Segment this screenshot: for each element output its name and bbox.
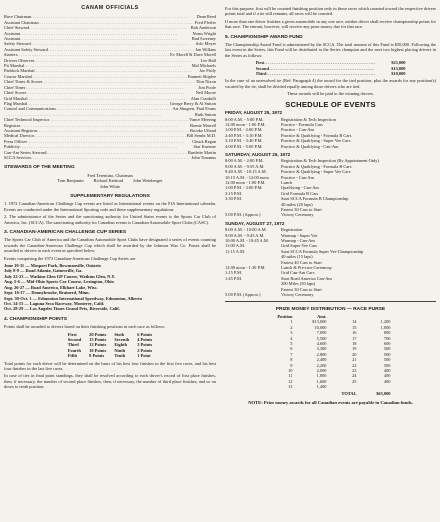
prize-cell: 1,400 [316, 384, 327, 390]
award-table [256, 60, 406, 76]
leader-dots [266, 71, 374, 76]
prize-cell: 17 [352, 335, 357, 341]
prize-cell: 6 [290, 346, 293, 352]
official-role: Chief Scorer [4, 90, 27, 96]
schedule-event: Practice - Formula Cars [281, 121, 323, 127]
prize-cell: 2,000 [316, 367, 327, 373]
points-cell: 20 Points [89, 331, 107, 337]
series-title: 3. CANADIAN-AMERICAN CHALLENGE CUP SERIES [4, 230, 127, 236]
series-event: Aug. 26-27 — Road America, Elkhart Lake, Wisc. [4, 284, 98, 290]
prize-cell: 500 [383, 357, 391, 363]
official-name: Dean Reed [196, 14, 216, 20]
official-name: Alan Ciardulli [190, 95, 216, 101]
series-events-list [4, 263, 216, 312]
prize-cell: 500 [383, 346, 391, 352]
points-cell: Fourth [67, 347, 81, 353]
official-name: Bernie Marrell [190, 122, 216, 128]
schedule-event: Grid Super Vee Cars [281, 243, 318, 249]
schedule-time: 8:00 A.M. - 10:00 A.M. [225, 227, 267, 233]
schedule-time: 3:30 P.M. [225, 196, 242, 202]
prize-total-value: $65,000 [376, 390, 391, 396]
official-name: Neil Moore [195, 90, 216, 96]
schedule-event: 200 Miles (50 laps) [281, 281, 316, 287]
prize-header: Position [277, 313, 293, 319]
official-name: John Timanus [191, 154, 216, 160]
award-place: Second [255, 65, 269, 71]
schedule-event: Grid Formula B Cars [281, 190, 319, 196]
points-paragraph: Total points for each driver will be determined on the basis of his best four finishes in the first five races, and his best four finishes in the last five races. [4, 360, 216, 371]
schedule-time: 8:00 A.M. - 5:00 P.M. [225, 116, 264, 122]
official-role: Pit Marshal [4, 63, 25, 69]
schedule-event: Lunch & Pre-race Ceremony [281, 265, 332, 271]
prize-cell: 7 [290, 351, 293, 357]
schedule-title: SCHEDULE OF EVENTS [285, 99, 376, 109]
official-role: Course Marshal [4, 73, 32, 79]
divider [225, 301, 436, 302]
prize-cell: 10,000 [314, 324, 327, 330]
prize-header: Amt. [317, 313, 327, 319]
prize-cell: 15 [352, 324, 357, 330]
official-name: Burdette Martin [187, 149, 216, 155]
points-cell: First [67, 331, 77, 337]
official-name: Mal Michaels [191, 63, 216, 69]
schedule-day: SATURDAY, AUGUST 26, 1972 [225, 151, 291, 157]
prize-cell: 500 [383, 362, 391, 368]
official-role: Medical Director [4, 133, 35, 139]
prize-cell: 21 [352, 357, 357, 363]
award-row [256, 71, 406, 76]
prize-cell [361, 384, 391, 389]
official-name: Bill Sembt M.D. [186, 133, 216, 139]
schedule-event: 40 miles (20 laps) [281, 201, 313, 207]
prize-cell: 2,200 [316, 362, 327, 368]
prize-cell: 3 [290, 330, 293, 336]
prize-cell: $13,000 [312, 319, 327, 325]
stewards-title: STEWARDS OF THE MEETING [4, 165, 75, 171]
points-cell: 4 Points [137, 336, 153, 342]
prize-cell: 400 [383, 378, 391, 384]
prize-cell: 2,400 [316, 357, 327, 363]
prize-cell: 1,200 [380, 319, 391, 325]
steward-name: John White [99, 183, 121, 189]
points-cell: Third [67, 342, 79, 348]
schedule-list [225, 110, 436, 297]
steward-name: John Weinberger [132, 178, 163, 184]
points-cell: Fifth [67, 353, 78, 359]
schedule-day: FRIDAY, AUGUST 25, 1972 [225, 110, 283, 116]
tie-paragraph: If more than one driver finishes a given automobile in any one race, neither driver shall receive championship points for that race. The entrant, however, will receive any prize money due for that race. [225, 18, 436, 30]
official-role: Assistant Safety Steward [4, 46, 48, 52]
schedule-time: 11:15 A.M. [225, 248, 245, 254]
official-name: Vance Meering [189, 117, 216, 123]
schedule-event: Lunch [281, 179, 293, 185]
schedule-event: Practice - Can-Am [281, 174, 314, 180]
official-name: Art Shugren, Paul Evans [172, 106, 216, 112]
points-intro: Points shall be awarded to drivers based on their finishing positions in each race as follows: [4, 324, 166, 330]
official-role: Drivers Observer [4, 57, 35, 63]
schedule-time: 9:40 A.M. - 10:15 A.M. [225, 169, 267, 175]
officials-list [4, 14, 216, 160]
prize-cell: 22 [352, 362, 357, 368]
points-cell: 2 Points [137, 347, 153, 353]
prize-cell: 13 [288, 384, 293, 390]
award-amount: $10,000 [391, 71, 406, 77]
points-cell: 6 Points [137, 331, 153, 337]
schedule-event: Practice & Qualifying - Can-Am [281, 143, 339, 149]
official-role: Press Officer [4, 138, 27, 144]
points-cell: Ninth [114, 347, 126, 353]
schedule-event: Fastest 30 Cars to Start [281, 286, 322, 292]
prize-cell: 800 [383, 330, 391, 336]
prize-cell: 19 [352, 346, 357, 352]
points-paragraph: In case of ties in final point standings, they shall be resolved according to each driver's record of first place finishes, then, if necessary, the number of second place finishes, then, if necessary, the number of third place finishes, and so on down to tenth position. [4, 373, 216, 390]
schedule-event: Practice & Qualifying - Formula B Cars [281, 132, 352, 138]
schedule-event: Warmup - Can-Am [281, 238, 315, 244]
schedule-time: 1:15 P.M. [225, 270, 242, 276]
official-row [4, 155, 216, 160]
schedule-time: 10:15 A.M. - 12:00 noon [225, 174, 269, 180]
prize-cell: 1,600 [316, 378, 327, 384]
series-paragraph: The Sports Car Club of America and the Canadian Automobile Sport Clubs have designated a series of events counting towards the Canadian-American Challenge Cup which shall be awarded by the Johnson Wax Co. Points shall be awarded to drivers in each event as specified below. [4, 237, 216, 254]
schedule-event: Victory Ceremony [281, 212, 314, 218]
prize-cell: 11 [288, 373, 293, 379]
schedule-event: Victory Ceremony [281, 292, 314, 298]
official-name: Jan Wilkins [195, 46, 216, 52]
schedule-event: Start SCCA Formula B Championship [281, 196, 349, 202]
points-cell: Sixth [114, 331, 125, 337]
right-column [225, 4, 436, 405]
schedule-time: 12:00 noon - 1:00 P.M. [225, 121, 266, 127]
schedule-time: 10:00 A.M. - 10:45 A.M. [225, 238, 269, 244]
schedule-item [225, 212, 436, 217]
supplementary-title: SUPPLEMENTARY REGULATIONS [70, 194, 150, 199]
official-role: SCCA Services [4, 154, 32, 160]
prize-cell: 16 [352, 330, 357, 336]
award-amount: $25,000 [391, 60, 406, 66]
points-cell: 15 Points [89, 336, 107, 342]
points-cell: 3 Points [137, 342, 153, 348]
schedule-time: 11:00 A.M. [225, 243, 245, 249]
official-name: Don Nixon [196, 79, 216, 85]
official-name: Fred Pfeifer [194, 19, 216, 25]
prize-title: PRIZE MONEY DISTRIBUTION — RACE PURSE [275, 306, 386, 312]
schedule-event: Registration & Tech Inspection [281, 116, 336, 122]
official-name: Joe Pirily [199, 68, 216, 74]
schedule-event: Practice & Qualifying - Super Vee Cars [281, 138, 351, 144]
prize-cell: 14 [352, 319, 357, 325]
official-role: Assistant Registrar [4, 127, 38, 133]
prize-cell: 7,000 [316, 330, 327, 336]
award-paragraph: The Championship Award Fund is administered by the SCCA. The total amount of this Fund is $50,000. Following the last event in the Series, this Fund will be distributed to the Series champion and the next two highest placing drivers in the Series as follows: [225, 42, 436, 58]
points-cell: Eighth [114, 342, 128, 348]
series-event: Oct. 28-29 — Los Angeles Times Grand Prix, Riverside, Calif. [4, 306, 120, 312]
schedule-time: 9:00 A.M. - 9:45 A.M. [225, 232, 265, 238]
prize-cell: 400 [383, 373, 391, 379]
prize-cell: 24 [352, 373, 357, 379]
official-role: Publicity [4, 144, 20, 150]
official-name: Ev Morell & Dave Morell [170, 52, 216, 58]
schedule-event: Practice & Qualifying - Super Vee Cars [281, 169, 351, 175]
official-name: Arlo Meyer [195, 41, 216, 47]
schedule-time: 9:00 A.M. - 9:55 A.M. [225, 163, 265, 169]
official-name: George Berry & Al Sutton [169, 100, 216, 106]
prize-cell: 8 [290, 357, 293, 363]
schedule-time: 4:00 P.M. - 5:00 P.M. [225, 143, 263, 149]
schedule-item [225, 292, 436, 297]
schedule-time: 1:45 P.M. [225, 275, 242, 281]
points-table [4, 332, 216, 359]
schedule-time: 1:00 P.M. - 3:00 P.M. [225, 185, 263, 191]
series-event: July 8-9 — Road Atlanta, Gainesville, Ga. [4, 268, 83, 274]
points-cell: 8 Points [89, 353, 105, 359]
schedule-event: Practice & Qualifying - Formula B Cars [281, 163, 352, 169]
award-paragraph: These awards will be paid to the winning drivers. [287, 91, 374, 97]
points-cell: 12 Points [89, 342, 107, 348]
prize-cell: 600 [383, 340, 391, 346]
schedule-event: Warmup - Super Vee [281, 232, 318, 238]
prize-total-row [225, 391, 436, 396]
prize-cell: 4 [290, 335, 293, 341]
steward-name: Richard Kiettrad [93, 178, 123, 184]
award-title: 5. CHAMPIONSHIP AWARD FUND [225, 34, 303, 40]
schedule-event: Qualifying - Can-Am [281, 185, 319, 191]
official-role: Race Chairman [4, 14, 32, 20]
award-place: First [255, 60, 265, 66]
official-role: Can-Am Series Steward [4, 149, 47, 155]
schedule-event: Start Road America Can-Am [281, 275, 332, 281]
prize-cell: 400 [383, 367, 391, 373]
series-paragraph: Events comprising the 1972 Canadian-American Challenge Cup Series are: [4, 255, 137, 261]
schedule-time: 8:00 A.M. - 2:00 P.M. [225, 158, 264, 164]
schedule-event: Fastest 40 Cars to Start [281, 259, 322, 265]
stewards-chairman: Fred Terentino, Chairman [87, 172, 133, 178]
points-title: 4. CHAMPIONSHIP POINTS [4, 316, 67, 322]
official-role: Assistant [4, 30, 21, 36]
schedule-event: Practice - Can-Am [281, 127, 314, 133]
tie-paragraph: For this purpose, first will be counted finishing position only in those races which counted toward the respective drivers points total and if a tie still remains, all races will be counted. [225, 6, 436, 17]
schedule-event: Start SCCA Formula Super Vee Championship [281, 248, 364, 254]
official-role: Chief Technical Inspector [4, 117, 50, 123]
official-name: Lee Hall [200, 57, 216, 63]
prize-cell: 500 [383, 351, 391, 357]
left-column [4, 4, 216, 392]
prize-cell: 3,300 [316, 346, 327, 352]
schedule-day: SUNDAY, AUGUST 27, 1972 [225, 220, 285, 226]
official-role: Chief Timer & Scorer [4, 79, 43, 85]
prize-cell: 2 [290, 324, 293, 330]
schedule-event: 40 miles (15 laps) [281, 254, 313, 260]
prize-cell: 18 [352, 340, 357, 346]
series-event: Oct. 14-15 — Laguna Seca Raceway, Monterey, Calif. [4, 300, 105, 306]
prize-cell: 12 [288, 378, 293, 384]
official-name: Bob Anderson [190, 25, 216, 31]
official-name: Chuck Regan [192, 138, 216, 144]
award-place: Third [255, 71, 267, 77]
official-name: Emmett Shiplee [187, 73, 216, 79]
schedule-time: 2:40 P.M. - 3:10 P.M. [225, 132, 263, 138]
regulation-paragraph: 1. 1972 Canadian-American Challenge Cup events are listed as International events on the FIA International calendar. Events are conducted under the International Sporting code and these supplementary regulations. [4, 201, 216, 212]
official-name: Ruth Sutton [194, 111, 216, 117]
official-role: Registrar [4, 122, 21, 128]
official-role: Paddock Marshal [4, 68, 35, 74]
schedule-event: Fastest 30 Cars to Start [281, 207, 322, 212]
prize-cell: 9 [290, 362, 293, 368]
prize-table [225, 314, 436, 390]
official-role: Assistant Chairman [4, 19, 39, 25]
prize-cell: 4,600 [316, 340, 327, 346]
schedule-time: 5:00 P.M. (Approx.) [225, 212, 261, 218]
points-cell: 10 Points [89, 347, 107, 353]
prize-cell: 23 [352, 367, 357, 373]
schedule-time: 5:00 P.M. (Approx.) [225, 292, 261, 298]
prize-cell: 700 [383, 335, 391, 341]
points-cell: Second [67, 336, 82, 342]
prize-cell: 5 [290, 340, 293, 346]
official-name: Jim Poole [198, 84, 216, 90]
official-name: Star Kuerner [193, 144, 216, 150]
schedule-item [225, 144, 436, 149]
official-role: Flag Marshal [4, 100, 28, 106]
points-cell: 1 Point [137, 353, 151, 359]
schedule-event: Grid Can-Am Cars [281, 270, 315, 276]
series-event: Sept. 16-17 — Donnybrooke, Brainerd, Minn. [4, 290, 90, 296]
officials-title: CANAM OFFICIALS [81, 5, 139, 11]
official-role: Control and Communications [4, 106, 56, 112]
schedule-time: 3:15 P.M. [225, 190, 242, 196]
leader-dots [31, 155, 190, 160]
series-event: Sept. 30-Oct. 1 — Edmonton International Speedway, Edmonton, Alberta [4, 295, 142, 301]
official-role: Chief Timer [4, 84, 26, 90]
prize-note: NOTE: Prize money awards for all Canadian events are payable in Canadian funds. [248, 400, 413, 405]
series-event: June 10-11 — Mosport Park, Bowmanville, Ontario [4, 263, 101, 269]
prize-cell: 5,500 [316, 335, 327, 341]
points-cell: Seventh [114, 336, 130, 342]
official-role: Starters [4, 52, 18, 58]
steward-name: Tom Benjamin [57, 178, 84, 184]
official-role: Assistant [4, 36, 21, 42]
prize-cell: 1,800 [316, 373, 327, 379]
schedule-time: 3:10 P.M. - 3:40 P.M. [225, 138, 263, 144]
schedule-time: 12:00 noon - 1:30 P.M. [225, 265, 266, 271]
prize-cell [331, 384, 357, 389]
prize-cell: 20 [352, 351, 357, 357]
prize-cell: 2,800 [316, 351, 327, 357]
prize-cell: 10 [288, 367, 293, 373]
award-amount: $15,000 [391, 65, 406, 71]
official-name: Bud Sweeney [191, 36, 216, 42]
regulation-paragraph: 2. The administrator of the Series and the sanctioning authority for United States events is the Sports Car Club of America, Inc. (SCCA). The sanctioning authority for Canadian events is Canadian Automobile Sport Clubs (CASC). [4, 214, 216, 225]
prize-cell: 25 [352, 378, 357, 384]
prize-total-label: TOTAL [341, 390, 357, 396]
official-name: Brooke Ulland [190, 127, 216, 133]
official-role: Safety Steward [4, 41, 31, 47]
schedule-event: Registration [281, 227, 303, 233]
schedule-time: 1:00 P.M. - 2:00 P.M. [225, 127, 263, 133]
official-name: Norm Wright [192, 30, 216, 36]
prize-cell: 1 [290, 319, 293, 325]
official-role: Grid Marshal [4, 95, 28, 101]
schedule-event: Registration & Tech Inspection (By Appointment Only) [281, 158, 379, 164]
award-paragraph: In the case of an unresolved tie (Ref: Paragraph 4) the award for the tied position, plus the awards for any position(s) vacated by the tie, shall be divided equally among those drivers who are tied. [225, 78, 436, 89]
series-event: Aug. 5-6 — Mid-Ohio Sports Car Course, Lexington, Ohio [4, 279, 114, 285]
official-role: Chief Steward [4, 25, 30, 31]
points-cell: Tenth [114, 353, 126, 359]
schedule-time: 12:00 noon - 1:00 P.M. [225, 179, 266, 185]
prize-cell: 1,000 [380, 324, 391, 330]
series-event: July 22-23 — Watkins Glen GP Course, Watkins Glen, N.Y. [4, 273, 116, 279]
